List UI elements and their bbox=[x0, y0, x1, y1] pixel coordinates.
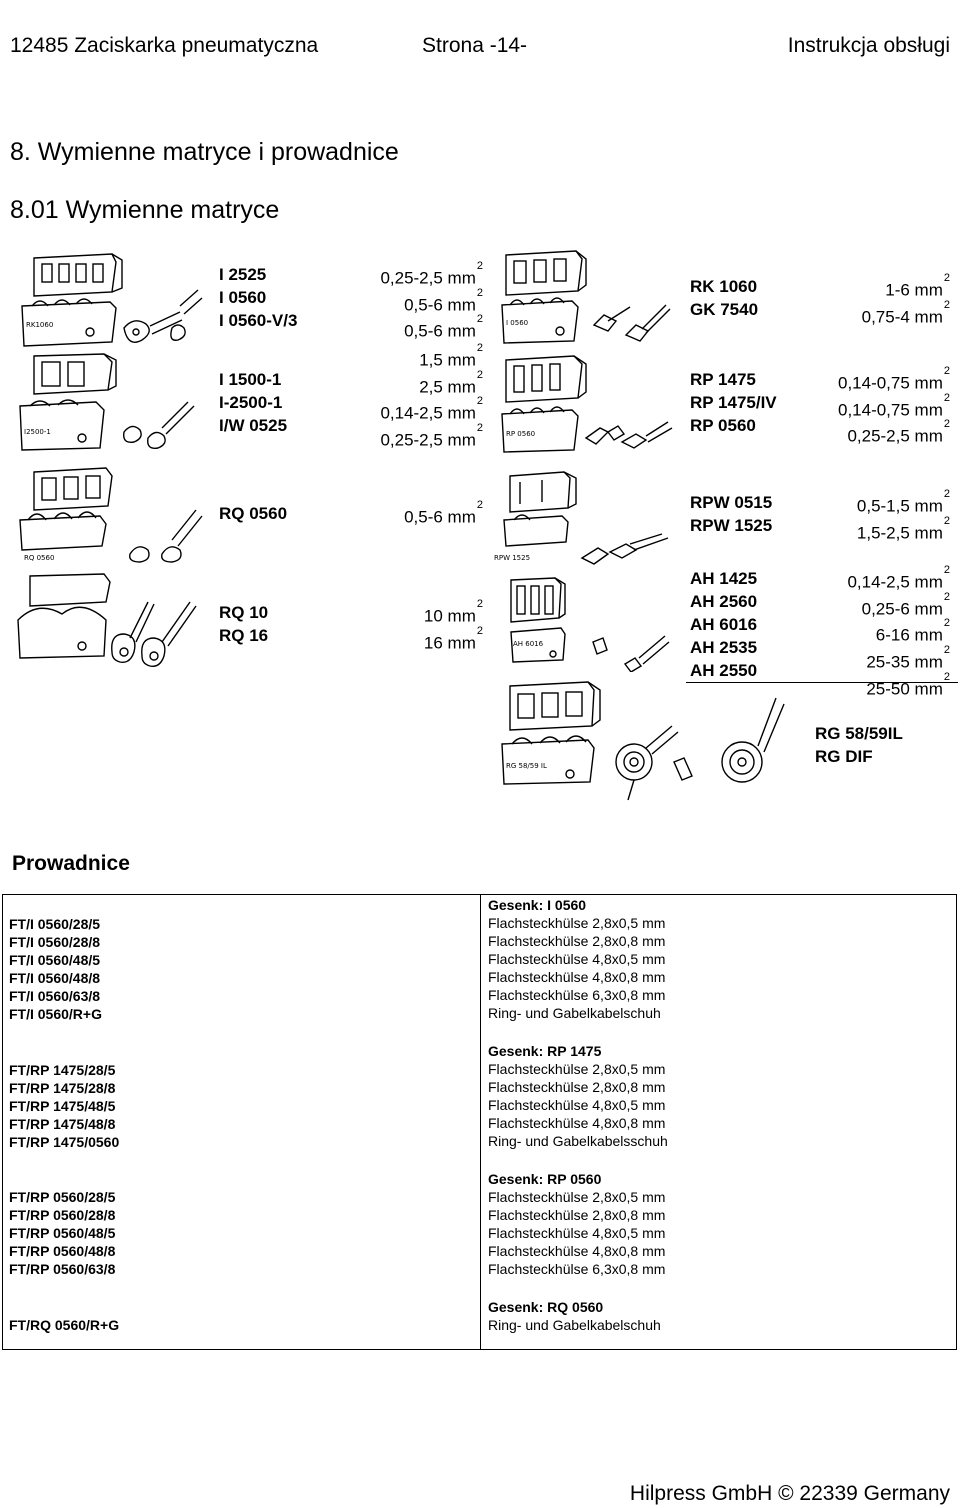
die-code: RQ 0560 bbox=[219, 504, 288, 523]
guide-item: FT/RP 0560/48/5 bbox=[9, 1225, 116, 1241]
range-value: 25-35 mm bbox=[866, 652, 943, 672]
range-value: 1,5-2,5 mm bbox=[856, 523, 943, 543]
die-label: RPW 1525 bbox=[494, 554, 531, 562]
guide-item: FT/I 0560/28/5 bbox=[9, 916, 101, 932]
guide-desc-i0560 bbox=[488, 896, 665, 1022]
range-value: 0,14-0,75 mm bbox=[837, 400, 943, 420]
die-drawing-rq10 bbox=[8, 572, 208, 677]
die-code: I 0560 bbox=[219, 288, 267, 307]
unit-superscript: 2 bbox=[476, 313, 483, 326]
footer-text: Hilpress GmbH © 22339 Germany bbox=[629, 1482, 950, 1505]
guide-desc: Flachsteckhülse 6,3x0,8 mm bbox=[488, 987, 666, 1003]
guide-desc: Flachsteckhülse 4,8x0,8 mm bbox=[488, 1115, 666, 1131]
document-title: 12485 Zaciskarka pneumatyczna bbox=[10, 34, 319, 57]
guide-item: FT/I 0560/28/8 bbox=[9, 934, 101, 950]
guide-item: FT/RP 0560/63/8 bbox=[9, 1261, 116, 1277]
unit-superscript: 2 bbox=[476, 421, 483, 434]
die-codes-i2525 bbox=[219, 263, 297, 332]
guide-desc: Flachsteckhülse 2,8x0,5 mm bbox=[488, 1189, 666, 1205]
range-value: 0,25-6 mm bbox=[861, 599, 943, 619]
range-value: 0,5-6 mm bbox=[404, 507, 476, 527]
die-code: AH 6016 bbox=[690, 615, 758, 634]
die-codes-rpw bbox=[690, 491, 772, 537]
die-drawing-rk1060 bbox=[12, 250, 207, 350]
die-codes-rp1475 bbox=[690, 368, 777, 437]
unit-superscript: 2 bbox=[476, 499, 483, 511]
guide-item: FT/RP 1475/28/8 bbox=[9, 1080, 116, 1096]
range-value: 6-16 mm bbox=[875, 625, 943, 645]
guide-desc: Flachsteckhülse 2,8x0,5 mm bbox=[488, 915, 666, 931]
die-code: RQ 16 bbox=[219, 626, 269, 645]
die-code: RK 1060 bbox=[690, 277, 758, 296]
die-code: RP 1475 bbox=[690, 370, 756, 389]
gesenk-label: Gesenk: RP 0560 bbox=[488, 1171, 602, 1187]
guide-item: FT/I 0560/R+G bbox=[9, 1006, 102, 1022]
die-code: RG DIF bbox=[815, 747, 873, 766]
unit-superscript: 2 bbox=[476, 624, 483, 637]
unit-superscript: 2 bbox=[476, 368, 483, 381]
guide-desc: Flachsteckhülse 4,8x0,5 mm bbox=[488, 1225, 666, 1241]
die-codes-i1500 bbox=[219, 368, 287, 437]
table-column-divider bbox=[480, 894, 481, 1350]
guide-item: FT/RP 1475/28/5 bbox=[9, 1062, 116, 1078]
range-value: 25-50 mm bbox=[866, 679, 943, 699]
unit-superscript: 2 bbox=[943, 643, 950, 656]
unit-superscript: 2 bbox=[476, 342, 483, 354]
range-value: 0,25-2,5 mm bbox=[847, 426, 943, 446]
unit-superscript: 2 bbox=[943, 272, 950, 284]
gesenk-label: Gesenk: RQ 0560 bbox=[488, 1299, 604, 1315]
unit-superscript: 2 bbox=[943, 418, 950, 431]
guide-desc-rp0560 bbox=[488, 1170, 665, 1278]
range-value: 0,14-0,75 mm bbox=[837, 373, 943, 393]
die-label: I 0560 bbox=[506, 319, 529, 327]
guide-desc: Flachsteckhülse 4,8x0,5 mm bbox=[488, 1097, 666, 1113]
die-drawing-ah6016 bbox=[505, 572, 675, 672]
guide-list-rq0560 bbox=[9, 1316, 119, 1334]
guide-desc: Flachsteckhülse 2,8x0,8 mm bbox=[488, 1207, 666, 1223]
die-drawing-i2500 bbox=[12, 350, 207, 455]
range-value: 1-6 mm bbox=[885, 280, 943, 300]
guide-desc: Flachsteckhülse 2,8x0,5 mm bbox=[488, 1061, 666, 1077]
range-value: 0,5-1,5 mm bbox=[856, 496, 943, 516]
die-codes-rk1060 bbox=[690, 275, 758, 321]
die-ranges-ah bbox=[847, 564, 950, 700]
unit-superscript: 2 bbox=[476, 260, 483, 272]
range-value: 0,14-2,5 mm bbox=[380, 403, 476, 423]
guide-desc: Flachsteckhülse 6,3x0,8 mm bbox=[488, 1261, 666, 1277]
die-label: RQ 0560 bbox=[24, 554, 55, 562]
range-value: 0,25-2,5 mm bbox=[380, 430, 476, 450]
range-value: 2,5 mm bbox=[419, 377, 476, 397]
manual-title: Instrukcja obsługi bbox=[787, 34, 950, 57]
die-code: AH 1425 bbox=[690, 569, 758, 588]
guide-item: FT/RP 1475/0560 bbox=[9, 1134, 120, 1150]
die-code: RP 1475/IV bbox=[690, 393, 777, 412]
guide-item: FT/RQ 0560/R+G bbox=[9, 1317, 120, 1333]
guide-item: FT/RP 1475/48/5 bbox=[9, 1098, 116, 1114]
guide-list-rp0560 bbox=[9, 1188, 115, 1278]
die-code: RP 0560 bbox=[690, 416, 756, 435]
die-code: I 1500-1 bbox=[219, 370, 282, 389]
guide-item: FT/RP 1475/48/8 bbox=[9, 1116, 116, 1132]
guide-list-rp1475 bbox=[9, 1061, 119, 1151]
die-ranges-rq10 bbox=[423, 598, 483, 654]
page-number: Strona -14- bbox=[422, 34, 528, 57]
die-ranges-rk1060 bbox=[861, 272, 950, 328]
die-label: I2500-1 bbox=[24, 428, 51, 436]
die-code: GK 7540 bbox=[690, 300, 759, 319]
die-ranges-rpw bbox=[856, 488, 950, 544]
unit-superscript: 2 bbox=[943, 488, 950, 500]
die-code: I 2525 bbox=[219, 265, 267, 284]
gesenk-label: Gesenk: I 0560 bbox=[488, 897, 587, 913]
unit-superscript: 2 bbox=[476, 286, 483, 299]
die-drawing-rp0560 bbox=[490, 352, 680, 457]
guide-list-i0560 bbox=[9, 915, 102, 1023]
die-drawing-i0560 bbox=[490, 245, 680, 345]
die-code: RG 58/59IL bbox=[815, 724, 903, 743]
range-value: 10 mm bbox=[423, 606, 476, 626]
die-code: AH 2535 bbox=[690, 638, 758, 657]
guide-desc: Ring- und Gabelkabelschuh bbox=[488, 1317, 661, 1333]
range-value: 0,75-4 mm bbox=[861, 307, 943, 327]
range-value: 0,5-6 mm bbox=[404, 295, 476, 315]
die-code: I-2500-1 bbox=[219, 393, 283, 412]
guide-item: FT/RP 0560/48/8 bbox=[9, 1243, 116, 1259]
die-drawing-rg5859 bbox=[496, 678, 806, 808]
die-label: RK1060 bbox=[26, 321, 54, 329]
range-value: 0,25-2,5 mm bbox=[380, 268, 476, 288]
guide-item: FT/I 0560/63/8 bbox=[9, 988, 101, 1004]
unit-superscript: 2 bbox=[943, 590, 950, 603]
section-subtitle: 8.01 Wymienne matryce bbox=[10, 196, 280, 224]
divider bbox=[686, 682, 958, 683]
guide-item: FT/RP 0560/28/5 bbox=[9, 1189, 116, 1205]
die-code: I 0560-V/3 bbox=[219, 311, 298, 330]
guide-desc: Flachsteckhülse 4,8x0,8 mm bbox=[488, 969, 666, 985]
unit-superscript: 2 bbox=[943, 298, 950, 311]
die-label: RG 58/59 IL bbox=[506, 762, 547, 770]
die-code: RQ 10 bbox=[219, 603, 269, 622]
unit-superscript: 2 bbox=[943, 391, 950, 404]
die-code: AH 2560 bbox=[690, 592, 758, 611]
die-drawing-rq0560 bbox=[12, 462, 207, 567]
die-ranges-rp1475 bbox=[837, 365, 950, 448]
die-label: RP 0560 bbox=[506, 430, 536, 438]
guide-desc-rp1475 bbox=[488, 1042, 668, 1150]
guide-desc: Ring- und Gabelkabelsschuh bbox=[488, 1133, 668, 1149]
unit-superscript: 2 bbox=[943, 670, 950, 683]
unit-superscript: 2 bbox=[943, 514, 950, 527]
range-value: 1,5 mm bbox=[419, 350, 476, 370]
guide-desc: Flachsteckhülse 2,8x0,8 mm bbox=[488, 933, 666, 949]
range-value: 0,14-2,5 mm bbox=[847, 572, 943, 592]
unit-superscript: 2 bbox=[943, 564, 950, 576]
die-ranges-rq0560 bbox=[404, 499, 483, 529]
guides-table bbox=[2, 894, 957, 1350]
die-codes-rq0560 bbox=[219, 502, 287, 525]
guide-desc-rq0560 bbox=[488, 1298, 661, 1334]
die-drawing-rpw1525 bbox=[490, 468, 680, 568]
unit-superscript: 2 bbox=[943, 365, 950, 377]
guide-desc: Flachsteckhülse 4,8x0,8 mm bbox=[488, 1243, 666, 1259]
guide-item: FT/I 0560/48/5 bbox=[9, 952, 101, 968]
die-ranges-i2525 bbox=[380, 260, 483, 343]
die-label: AH 6016 bbox=[513, 640, 544, 648]
guides-title: Prowadnice bbox=[12, 852, 130, 875]
guide-desc: Ring- und Gabelkabelschuh bbox=[488, 1005, 661, 1021]
range-value: 0,5-6 mm bbox=[404, 321, 476, 341]
guide-item: FT/I 0560/48/8 bbox=[9, 970, 101, 986]
gesenk-label: Gesenk: RP 1475 bbox=[488, 1043, 602, 1059]
unit-superscript: 2 bbox=[476, 598, 483, 610]
guide-desc: Flachsteckhülse 2,8x0,8 mm bbox=[488, 1079, 666, 1095]
die-code: RPW 1525 bbox=[690, 516, 773, 535]
die-code: RPW 0515 bbox=[690, 493, 773, 512]
die-ranges-i1500 bbox=[380, 342, 483, 452]
die-codes-ah bbox=[690, 567, 757, 682]
die-code: I/W 0525 bbox=[219, 416, 288, 435]
die-codes-rg bbox=[815, 722, 903, 768]
guide-item: FT/RP 0560/28/8 bbox=[9, 1207, 116, 1223]
guide-desc: Flachsteckhülse 4,8x0,5 mm bbox=[488, 951, 666, 967]
section-title: 8. Wymienne matryce i prowadnice bbox=[10, 138, 399, 166]
unit-superscript: 2 bbox=[476, 395, 483, 408]
die-codes-rq10 bbox=[219, 601, 268, 647]
range-value: 16 mm bbox=[423, 633, 476, 653]
die-code: AH 2550 bbox=[690, 661, 758, 680]
unit-superscript: 2 bbox=[943, 617, 950, 630]
